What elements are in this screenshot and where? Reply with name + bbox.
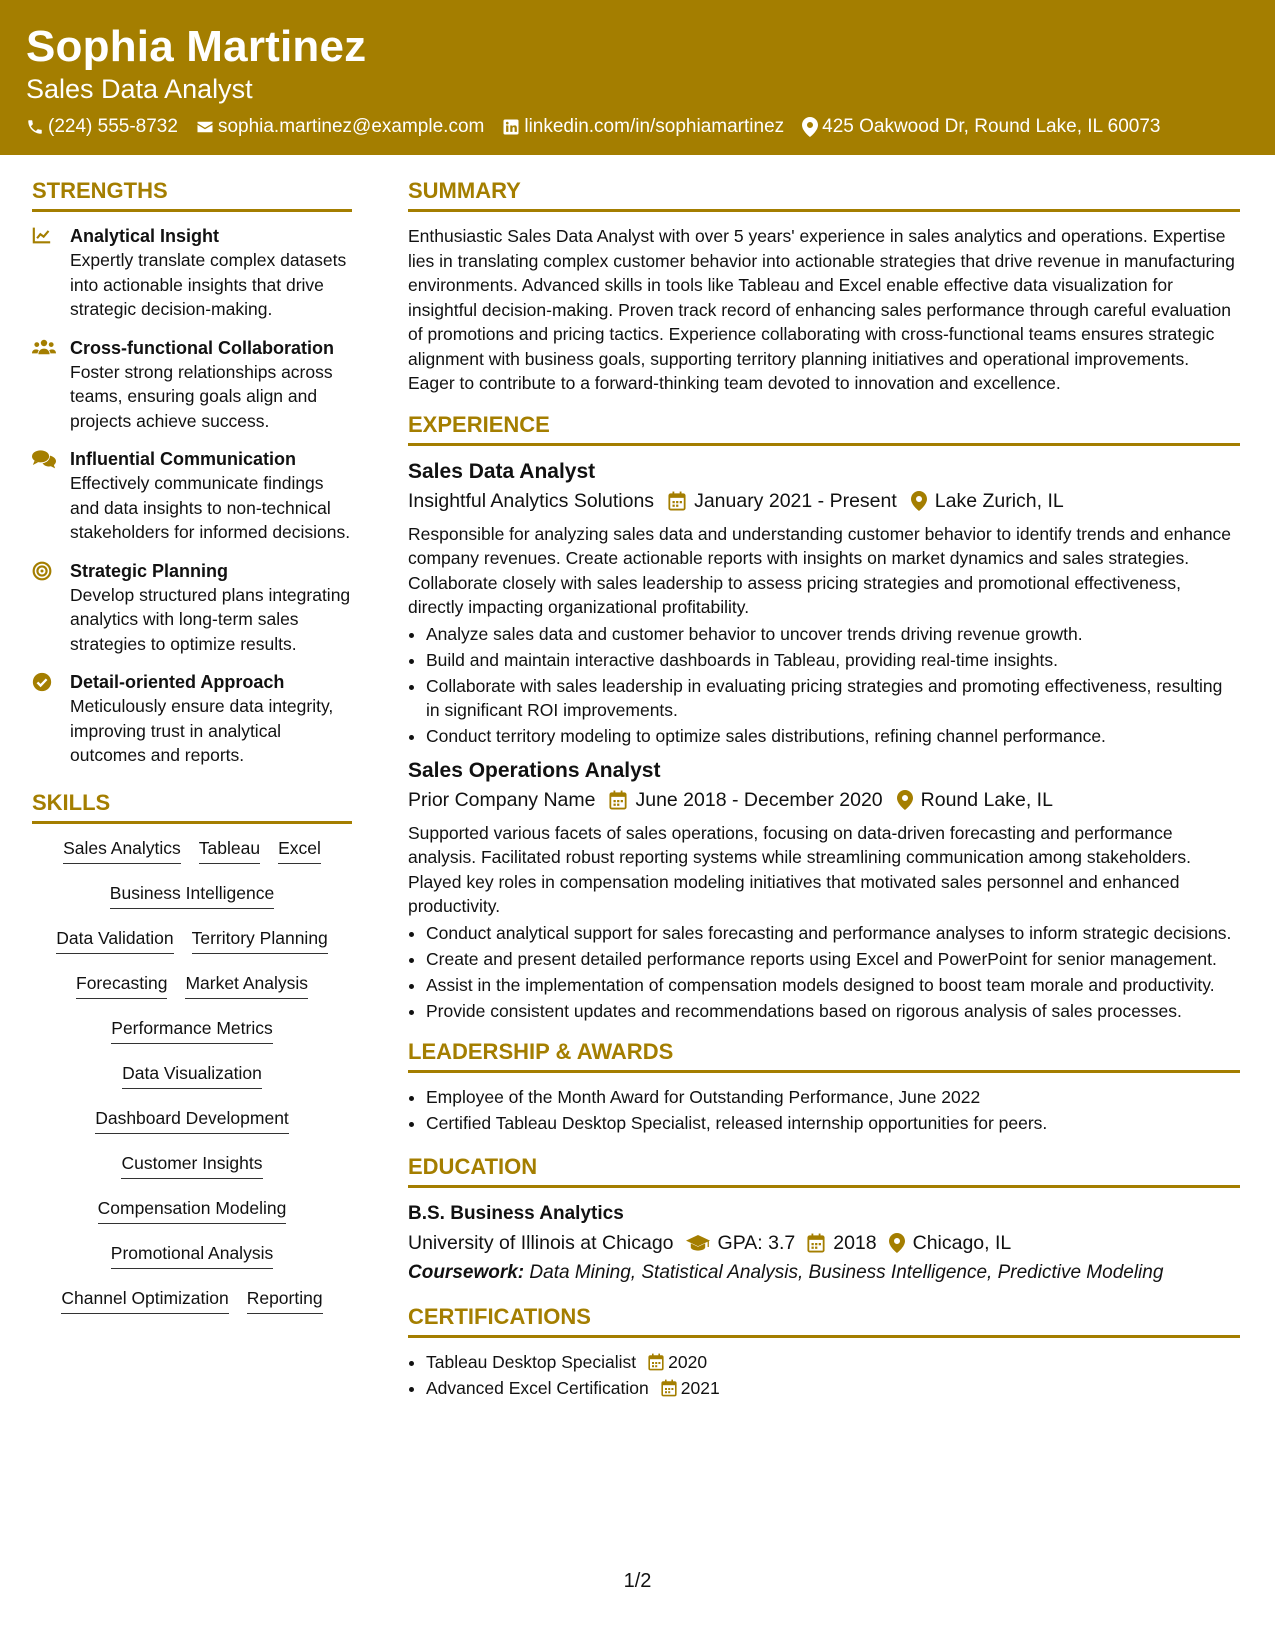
comments-icon <box>32 449 56 469</box>
list-item: • Conduct analytical support for sales forecasting and performance analyses to inform strategic decisions. <box>426 921 1240 946</box>
contact-address <box>802 116 1160 138</box>
job-entry <box>408 458 1240 749</box>
address-text: 425 Oakwood Dr, Round Lake, IL 60073 <box>822 116 1161 137</box>
list-item: • Assist in the implementation of compensation models designed to boost team morale and productivity. <box>426 973 1240 998</box>
cert-name: • Advanced Excel Certification <box>426 1377 649 1398</box>
leadership-list <box>408 1085 1240 1136</box>
skill-tag: Compensation Modeling <box>98 1196 287 1224</box>
list-item: • Analyze sales data and customer behavior to uncover trends driving revenue growth. <box>426 622 1240 647</box>
list-item: • Create and present detailed performance reports using Excel and PowerPoint for senior management. <box>426 947 1240 972</box>
strength-desc: Foster strong relationships across teams, ensuring goals align and projects achieve success. <box>70 361 333 431</box>
school-location: Chicago, IL <box>912 1231 1012 1254</box>
education-meta <box>408 1228 1240 1258</box>
degree: B.S. Business Analytics <box>408 1202 624 1224</box>
cert-name: • Tableau Desktop Specialist <box>426 1351 637 1372</box>
right-column <box>408 178 1240 1402</box>
skill-tag: Promotional Analysis <box>111 1241 273 1269</box>
list-item: • Conduct territory modeling to optimize sales distributions, refining channel performance. <box>426 724 1240 749</box>
contact-linkedin[interactable] <box>502 116 784 138</box>
page-number: 1/2 <box>623 1570 652 1592</box>
coursework <box>408 1258 1240 1288</box>
strength-desc: Meticulously ensure data integrity, improving trust in analytical outcomes and reports. <box>70 696 334 765</box>
map-marker-icon <box>897 790 913 810</box>
map-marker-icon <box>889 1233 905 1253</box>
skills-heading: SKILLS <box>32 790 352 824</box>
coursework-text: Data Mining, Statistical Analysis, Business Intelligence, Predictive Modeling <box>529 1261 1164 1283</box>
strength-title: Strategic Planning <box>70 560 229 581</box>
calendar-icon <box>609 790 627 810</box>
chart-line-icon <box>32 226 52 244</box>
strength-title: Analytical Insight <box>70 226 220 246</box>
skill-tag: Channel Optimization <box>61 1286 228 1314</box>
education-entry <box>408 1200 1240 1288</box>
phone-text: (224) 555-8732 <box>48 116 178 137</box>
skill-tag: Tableau <box>199 836 260 864</box>
skill-tag: Excel <box>278 836 321 864</box>
job-location: Round Lake, IL <box>920 788 1053 811</box>
candidate-name: Sophia Martinez <box>26 22 367 71</box>
job-entry <box>408 757 1240 1024</box>
strength-desc: Effectively communicate findings and data insights to non-technical stakeholders for informed decisions. <box>70 473 351 542</box>
strength-item <box>32 559 352 657</box>
summary-heading: SUMMARY <box>408 178 1240 212</box>
gpa: GPA: 3.7 <box>717 1231 796 1254</box>
graduation-year: 2018 <box>833 1231 877 1254</box>
skill-tag: Customer Insights <box>121 1151 262 1179</box>
list-item: • Collaborate with sales leadership in evaluating pricing strategies and promoting effectiveness, resulting in significant ROI improvements. <box>426 674 1240 723</box>
job-bullets <box>408 921 1240 1024</box>
coursework-label: Coursework: <box>408 1261 525 1283</box>
skill-tag: Reporting <box>247 1286 323 1314</box>
contact-email[interactable] <box>196 116 484 138</box>
calendar-icon <box>668 491 686 511</box>
summary-text: Enthusiastic Sales Data Analyst with over 5 years' experience in sales analytics and operations. Expertise lies in translating complex customer behavior into actionable strategies that drive revenue in manufacturing environments. Advanced skills in tools like Tableau and Excel enable effective data visualization for insightful decision-making. Proven track record of enhancing sales performance through careful evaluation of promotions and pricing tactics. Experience collaborating with cross-functional teams ensures strategic alignment with business goals, supporting territory planning initiatives and operational improvements. Eager to contribute to a forward-thinking team devoted to innovation and excellence. <box>408 226 1235 393</box>
job-company: Insightful Analytics Solutions <box>408 489 655 512</box>
strength-item <box>32 224 352 322</box>
contact-bar <box>26 116 1179 138</box>
check-circle-icon <box>32 672 52 692</box>
job-title: Sales Data Analyst <box>408 459 596 483</box>
job-description: Supported various facets of sales operations, focusing on data-driven forecasting and performance analysis. Facilitated robust reporting systems while streamlining communication among stakeholders. Played key roles in compensation modeling initiatives that motivated sales personnel and enhanced productivity. <box>408 822 1191 916</box>
job-title: Sales Operations Analyst <box>408 758 661 782</box>
strength-title: Influential Communication <box>70 449 297 469</box>
job-description: Responsible for analyzing sales data and understanding customer behavior to identify trends and enhance company revenues. Create actionable reports with insights on market dynamics and sales strategies. Collaborate closely with sales leadership to assess pricing strategies and promotional effectiveness, directly impacting organizational profitability. <box>408 523 1232 617</box>
job-dates: June 2018 - December 2020 <box>635 788 883 811</box>
job-bullets <box>408 622 1240 749</box>
job-meta <box>408 785 1240 815</box>
candidate-title: Sales Data Analyst <box>26 74 253 104</box>
strength-item <box>32 670 352 768</box>
list-item: • Build and maintain interactive dashboards in Tableau, providing real-time insights. <box>426 648 1240 673</box>
skill-tag: Market Analysis <box>185 971 308 999</box>
job-meta <box>408 486 1240 516</box>
left-column <box>32 178 352 1331</box>
job-location: Lake Zurich, IL <box>934 489 1064 512</box>
skill-tag: Performance Metrics <box>111 1016 272 1044</box>
skill-tag: Territory Planning <box>192 926 328 954</box>
email-text: sophia.martinez@example.com <box>217 116 485 137</box>
skill-tag: Sales Analytics <box>63 836 181 864</box>
strengths-heading: STRENGTHS <box>32 178 352 212</box>
education-heading: EDUCATION <box>408 1154 1240 1188</box>
resume-header <box>0 0 1275 155</box>
calendar-icon <box>648 1353 664 1371</box>
strength-desc: Develop structured plans integrating analytics with long-term sales strategies to optimize results. <box>70 584 351 654</box>
skill-tag: Dashboard Development <box>95 1106 289 1134</box>
skill-tag: Data Visualization <box>122 1061 262 1089</box>
job-dates: January 2021 - Present <box>694 489 897 512</box>
experience-heading: EXPERIENCE <box>408 412 1240 446</box>
job-company: Prior Company Name <box>408 788 596 811</box>
bullseye-icon <box>32 561 52 581</box>
list-item: • Provide consistent updates and recommendations based on rigorous analysis of sales processes. <box>426 999 1240 1024</box>
envelope-icon <box>196 118 214 136</box>
strength-item <box>32 336 352 434</box>
list-item <box>426 1350 1240 1375</box>
strength-title: Cross-functional Collaboration <box>70 337 335 358</box>
list-item: • Certified Tableau Desktop Specialist, released internship opportunities for peers. <box>426 1111 1240 1136</box>
users-icon <box>32 338 56 356</box>
strength-title: Detail-oriented Approach <box>70 672 285 692</box>
list-item: • Employee of the Month Award for Outstanding Performance, June 2022 <box>426 1085 1240 1110</box>
phone-icon <box>26 118 44 136</box>
list-item <box>426 1376 1240 1401</box>
cert-year: 2021 <box>680 1377 720 1398</box>
map-marker-icon <box>911 491 927 511</box>
certifications-list <box>408 1350 1240 1401</box>
map-marker-icon <box>802 117 818 137</box>
strength-desc: Expertly translate complex datasets into actionable insights that drive strategic decision-making. <box>70 250 347 319</box>
skills-list <box>32 836 352 1331</box>
cert-year: 2020 <box>668 1351 708 1372</box>
linkedin-icon <box>502 118 520 136</box>
contact-phone[interactable] <box>26 116 178 138</box>
skill-tag: Business Intelligence <box>110 881 274 909</box>
calendar-icon <box>807 1233 825 1253</box>
school-name: University of Illinois at Chicago <box>408 1231 674 1254</box>
linkedin-text: linkedin.com/in/sophiamartinez <box>524 116 785 137</box>
certifications-heading: CERTIFICATIONS <box>408 1304 1240 1338</box>
leadership-heading: LEADERSHIP & AWARDS <box>408 1039 1240 1073</box>
graduation-cap-icon <box>686 1234 710 1252</box>
skill-tag: Data Validation <box>56 926 173 954</box>
calendar-icon <box>661 1379 677 1397</box>
skill-tag: Forecasting <box>76 971 167 999</box>
strength-item <box>32 447 352 545</box>
